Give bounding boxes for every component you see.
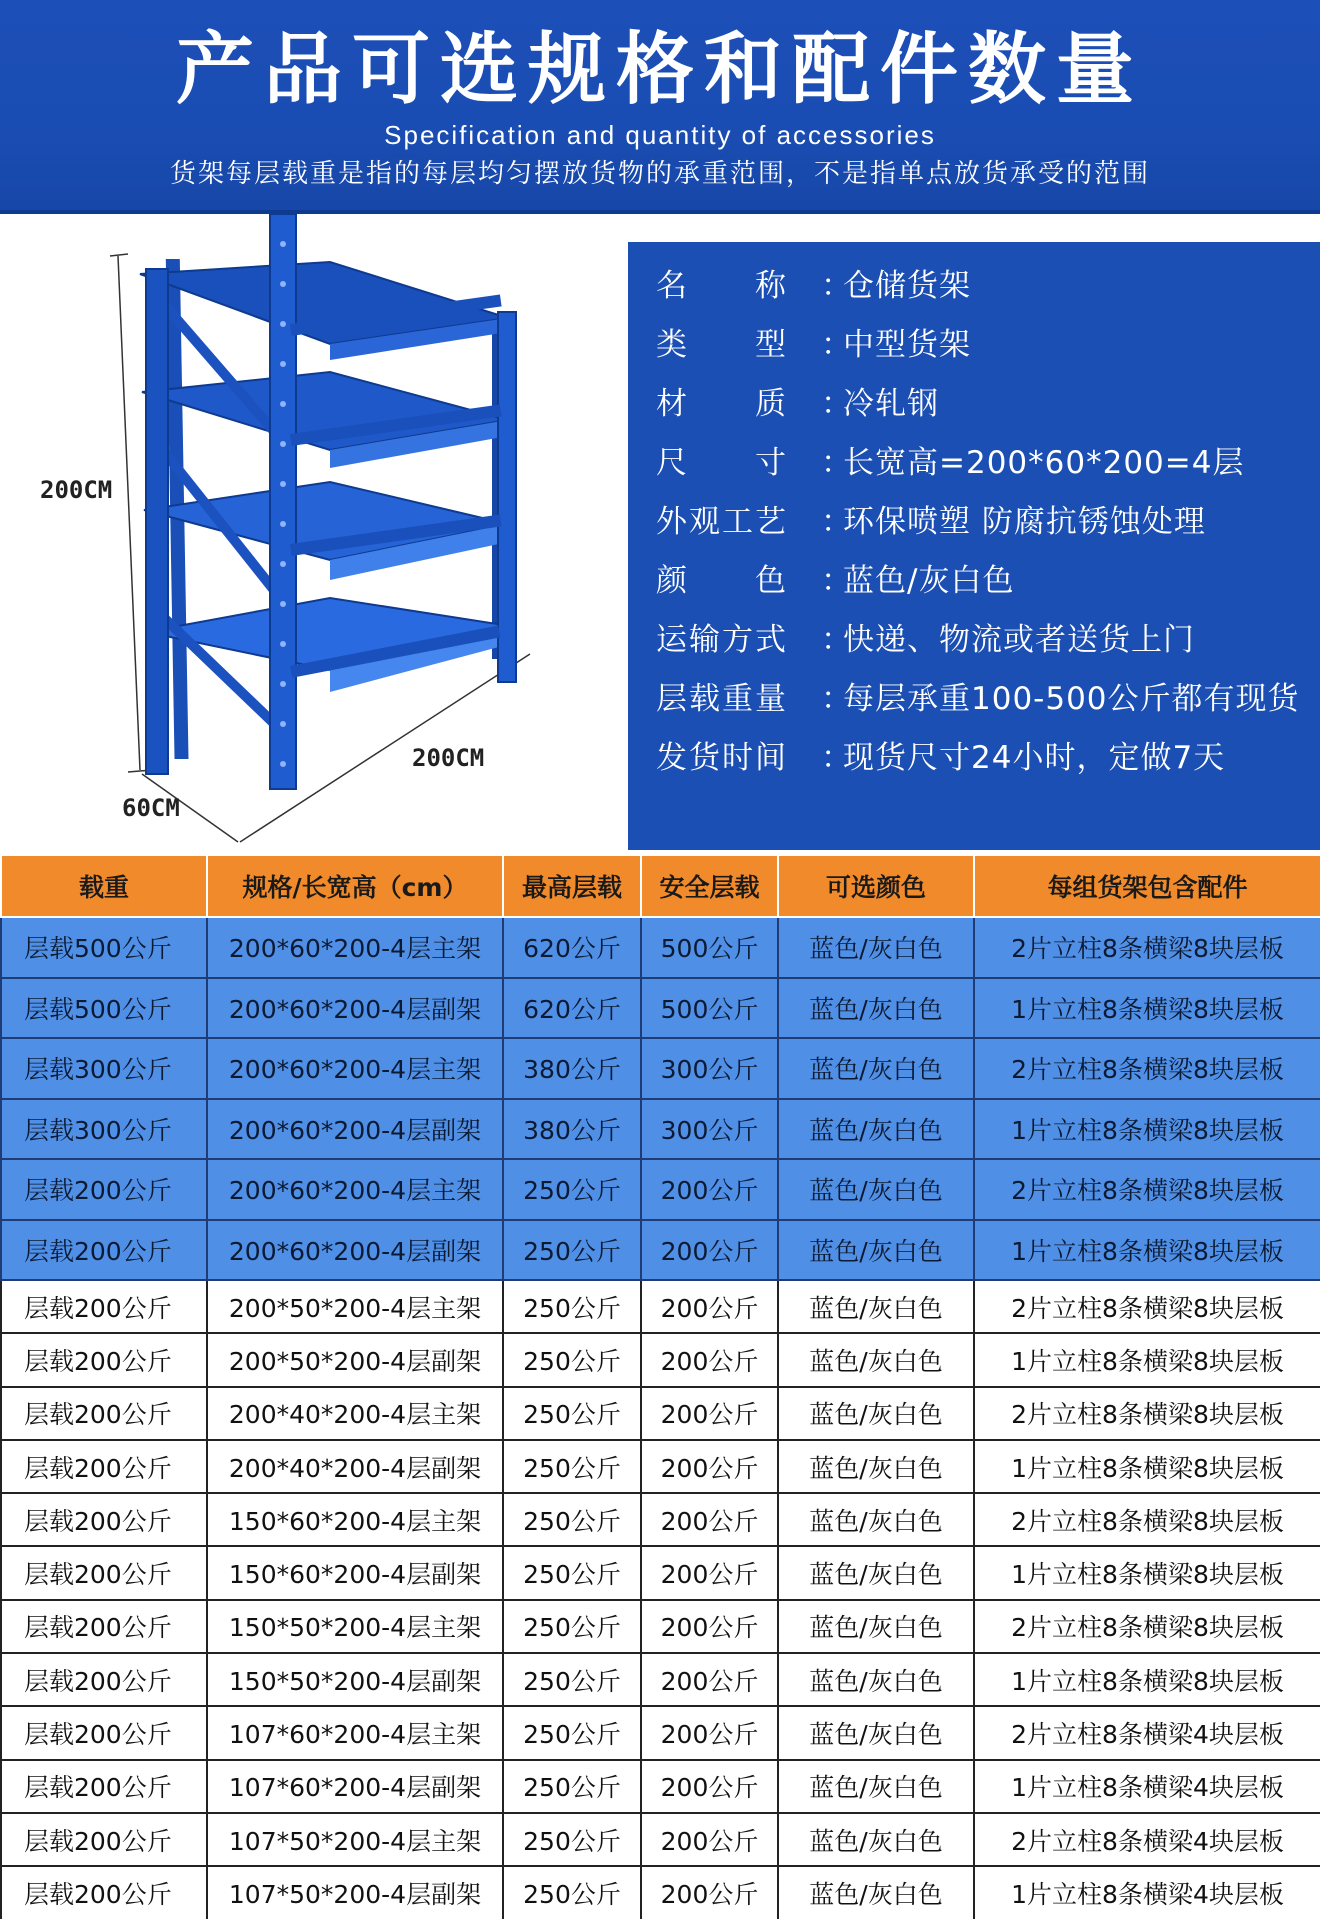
cell-color: 蓝色/灰白色 — [778, 1333, 974, 1386]
spec-value: 中型货架 — [843, 327, 971, 363]
table-row — [1, 1493, 1320, 1546]
spec-value: 现货尺寸24小时，定做7天 — [843, 740, 1226, 776]
spec-key: 名 称 — [656, 268, 788, 304]
page-title: 产品可选规格和配件数量 — [175, 25, 1144, 115]
cell-spec: 200*50*200-4层副架 — [207, 1333, 503, 1386]
spec-table-wrap — [0, 854, 1320, 1919]
spec-row-finish: 外观工艺 ：环保喷塑 防腐抗锈蚀处理 — [656, 496, 1316, 548]
cell-load: 层载200公斤 — [1, 1280, 207, 1333]
shelf-image — [30, 214, 590, 854]
cell-max-load: 250公斤 — [503, 1333, 641, 1386]
spec-key: 材 质 — [656, 386, 788, 422]
cell-spec: 200*60*200-4层主架 — [207, 917, 503, 978]
front-upright-left — [270, 214, 296, 789]
cell-accessories: 1片立柱8条横梁8块层板 — [974, 1333, 1320, 1386]
front-upright-right — [498, 312, 516, 682]
cell-accessories: 1片立柱8条横梁4块层板 — [974, 1760, 1320, 1813]
cell-spec: 200*50*200-4层主架 — [207, 1280, 503, 1333]
spec-row-shipping: 运输方式 ：快递、物流或者送货上门 — [656, 614, 1316, 666]
cell-safe-load: 300公斤 — [641, 1038, 778, 1099]
col-header-load: 载重 — [1, 855, 207, 917]
cell-accessories: 2片立柱8条横梁4块层板 — [974, 1706, 1320, 1759]
cell-load: 层载200公斤 — [1, 1866, 207, 1919]
spec-key: 层载重量 — [656, 681, 788, 717]
cell-load: 层载200公斤 — [1, 1760, 207, 1813]
cell-load: 层载200公斤 — [1, 1653, 207, 1706]
cell-color: 蓝色/灰白色 — [778, 1440, 974, 1493]
spec-key: 运输方式 — [656, 622, 788, 658]
product-area — [0, 214, 1320, 854]
spec-value: 仓储货架 — [843, 268, 971, 304]
cell-accessories: 1片立柱8条横梁8块层板 — [974, 978, 1320, 1039]
spec-value: 环保喷塑 防腐抗锈蚀处理 — [843, 504, 1206, 540]
cell-accessories: 1片立柱8条横梁8块层板 — [974, 1653, 1320, 1706]
table-row — [1, 1220, 1320, 1281]
cell-max-load: 620公斤 — [503, 978, 641, 1039]
cell-safe-load: 300公斤 — [641, 1099, 778, 1160]
table-row — [1, 1387, 1320, 1440]
cell-safe-load: 200公斤 — [641, 1280, 778, 1333]
cell-max-load: 380公斤 — [503, 1038, 641, 1099]
cell-max-load: 250公斤 — [503, 1280, 641, 1333]
cell-accessories: 2片立柱8条横梁8块层板 — [974, 1600, 1320, 1653]
spec-value: 蓝色/灰白色 — [843, 563, 1015, 599]
table-row — [1, 1333, 1320, 1386]
table-row — [1, 1440, 1320, 1493]
cell-color: 蓝色/灰白色 — [778, 1760, 974, 1813]
table-row — [1, 1600, 1320, 1653]
cell-load: 层载300公斤 — [1, 1038, 207, 1099]
cell-spec: 107*60*200-4层副架 — [207, 1760, 503, 1813]
cell-safe-load: 500公斤 — [641, 917, 778, 978]
cell-spec: 107*50*200-4层副架 — [207, 1866, 503, 1919]
table-row — [1, 978, 1320, 1039]
spec-row-load: 层载重量 ：每层承重100-500公斤都有现货 — [656, 673, 1316, 725]
cell-safe-load: 200公斤 — [641, 1760, 778, 1813]
cell-safe-load: 200公斤 — [641, 1600, 778, 1653]
cell-spec: 200*60*200-4层副架 — [207, 978, 503, 1039]
spec-table — [0, 854, 1320, 1919]
spec-value: 每层承重100-500公斤都有现货 — [843, 681, 1300, 717]
cell-safe-load: 200公斤 — [641, 1333, 778, 1386]
load-note: 货架每层载重是指的每层均匀摆放货物的承重范围，不是指单点放货承受的范围 — [169, 159, 1150, 189]
cell-max-load: 380公斤 — [503, 1099, 641, 1160]
col-header-spec: 规格/长宽高（cm） — [207, 855, 503, 917]
cell-spec: 200*60*200-4层主架 — [207, 1038, 503, 1099]
col-header-safe-load: 安全层载 — [641, 855, 778, 917]
width-label: 200CM — [412, 744, 485, 772]
header-banner — [0, 0, 1320, 214]
cell-accessories: 2片立柱8条横梁8块层板 — [974, 1038, 1320, 1099]
spec-row-color: 颜 色 ：蓝色/灰白色 — [656, 555, 1316, 607]
cell-spec: 150*50*200-4层副架 — [207, 1653, 503, 1706]
back-upright-left — [146, 269, 168, 774]
cell-max-load: 250公斤 — [503, 1760, 641, 1813]
col-header-max-load: 最高层载 — [503, 855, 641, 917]
cell-accessories: 2片立柱8条横梁8块层板 — [974, 1493, 1320, 1546]
cell-max-load: 620公斤 — [503, 917, 641, 978]
spec-value: 长宽高=200*60*200=4层 — [843, 445, 1245, 481]
cell-load: 层载200公斤 — [1, 1387, 207, 1440]
cell-safe-load: 200公斤 — [641, 1440, 778, 1493]
cell-spec: 200*60*200-4层主架 — [207, 1159, 503, 1220]
cell-color: 蓝色/灰白色 — [778, 1706, 974, 1759]
table-row — [1, 1813, 1320, 1866]
spec-panel — [628, 242, 1320, 850]
cell-max-load: 250公斤 — [503, 1546, 641, 1599]
height-label: 200CM — [40, 476, 113, 504]
cell-max-load: 250公斤 — [503, 1653, 641, 1706]
col-header-color: 可选颜色 — [778, 855, 974, 917]
cell-color: 蓝色/灰白色 — [778, 1653, 974, 1706]
cell-accessories: 1片立柱8条横梁4块层板 — [974, 1866, 1320, 1919]
spec-key: 类 型 — [656, 327, 788, 363]
cell-color: 蓝色/灰白色 — [778, 1493, 974, 1546]
cell-max-load: 250公斤 — [503, 1440, 641, 1493]
cell-spec: 200*40*200-4层副架 — [207, 1440, 503, 1493]
cell-color: 蓝色/灰白色 — [778, 1813, 974, 1866]
col-header-accessories: 每组货架包含配件 — [974, 855, 1320, 917]
cell-accessories: 2片立柱8条横梁8块层板 — [974, 1280, 1320, 1333]
table-row — [1, 1038, 1320, 1099]
page-subtitle: Specification and quantity of accessories — [384, 120, 936, 150]
table-row — [1, 1099, 1320, 1160]
cell-max-load: 250公斤 — [503, 1706, 641, 1759]
spec-key: 发货时间 — [656, 740, 788, 776]
cell-safe-load: 200公斤 — [641, 1706, 778, 1759]
cell-color: 蓝色/灰白色 — [778, 1546, 974, 1599]
cell-color: 蓝色/灰白色 — [778, 1387, 974, 1440]
cell-spec: 150*60*200-4层副架 — [207, 1546, 503, 1599]
cell-safe-load: 200公斤 — [641, 1546, 778, 1599]
table-row — [1, 1159, 1320, 1220]
cell-accessories: 2片立柱8条横梁8块层板 — [974, 1387, 1320, 1440]
cell-load: 层载300公斤 — [1, 1099, 207, 1160]
cell-accessories: 1片立柱8条横梁8块层板 — [974, 1546, 1320, 1599]
cell-accessories: 1片立柱8条横梁8块层板 — [974, 1220, 1320, 1281]
table-row — [1, 917, 1320, 978]
depth-label: 60CM — [122, 794, 180, 822]
cell-spec: 107*60*200-4层主架 — [207, 1706, 503, 1759]
cell-max-load: 250公斤 — [503, 1493, 641, 1546]
cell-color: 蓝色/灰白色 — [778, 1159, 974, 1220]
cell-load: 层载200公斤 — [1, 1333, 207, 1386]
cell-color: 蓝色/灰白色 — [778, 1600, 974, 1653]
cell-safe-load: 200公斤 — [641, 1493, 778, 1546]
spec-row-material: 材 质 ：冷轧钢 — [656, 378, 1316, 430]
cell-safe-load: 200公斤 — [641, 1220, 778, 1281]
cell-safe-load: 200公斤 — [641, 1866, 778, 1919]
cell-max-load: 250公斤 — [503, 1813, 641, 1866]
cell-color: 蓝色/灰白色 — [778, 1866, 974, 1919]
spec-row-name: 名 称 ：仓储货架 — [656, 260, 1316, 312]
cell-load: 层载500公斤 — [1, 917, 207, 978]
cell-accessories: 2片立柱8条横梁8块层板 — [974, 917, 1320, 978]
cell-max-load: 250公斤 — [503, 1159, 641, 1220]
table-row — [1, 1706, 1320, 1759]
spec-row-delivery: 发货时间 ：现货尺寸24小时，定做7天 — [656, 732, 1316, 784]
table-row — [1, 1546, 1320, 1599]
cell-spec: 200*60*200-4层副架 — [207, 1099, 503, 1160]
table-header-row — [1, 855, 1320, 917]
cell-spec: 150*50*200-4层主架 — [207, 1600, 503, 1653]
table-row — [1, 1280, 1320, 1333]
height-dim-line — [118, 256, 140, 770]
cell-safe-load: 200公斤 — [641, 1813, 778, 1866]
cell-load: 层载200公斤 — [1, 1546, 207, 1599]
cell-spec: 107*50*200-4层主架 — [207, 1813, 503, 1866]
cell-load: 层载200公斤 — [1, 1706, 207, 1759]
table-row — [1, 1760, 1320, 1813]
cell-load: 层载200公斤 — [1, 1493, 207, 1546]
cell-safe-load: 200公斤 — [641, 1653, 778, 1706]
cell-color: 蓝色/灰白色 — [778, 978, 974, 1039]
cell-safe-load: 500公斤 — [641, 978, 778, 1039]
cell-max-load: 250公斤 — [503, 1387, 641, 1440]
cell-load: 层载200公斤 — [1, 1440, 207, 1493]
cell-spec: 200*60*200-4层副架 — [207, 1220, 503, 1281]
table-row — [1, 1653, 1320, 1706]
cell-color: 蓝色/灰白色 — [778, 1280, 974, 1333]
table-row — [1, 1866, 1320, 1919]
cell-load: 层载500公斤 — [1, 978, 207, 1039]
spec-key: 尺 寸 — [656, 445, 788, 481]
cell-accessories: 1片立柱8条横梁8块层板 — [974, 1440, 1320, 1493]
cell-spec: 200*40*200-4层主架 — [207, 1387, 503, 1440]
cell-max-load: 250公斤 — [503, 1866, 641, 1919]
cell-accessories: 1片立柱8条横梁8块层板 — [974, 1099, 1320, 1160]
cell-max-load: 250公斤 — [503, 1600, 641, 1653]
cell-spec: 150*60*200-4层主架 — [207, 1493, 503, 1546]
cell-load: 层载200公斤 — [1, 1220, 207, 1281]
spec-row-size: 尺 寸 ：长宽高=200*60*200=4层 — [656, 437, 1316, 489]
spec-row-type: 类 型 ：中型货架 — [656, 319, 1316, 371]
cell-accessories: 2片立柱8条横梁4块层板 — [974, 1813, 1320, 1866]
cell-max-load: 250公斤 — [503, 1220, 641, 1281]
spec-key: 颜 色 — [656, 563, 788, 599]
spec-value: 冷轧钢 — [843, 386, 939, 422]
shelf-illustration — [30, 214, 590, 854]
spec-key: 外观工艺 — [656, 504, 788, 540]
cell-accessories: 2片立柱8条横梁8块层板 — [974, 1159, 1320, 1220]
cell-load: 层载200公斤 — [1, 1159, 207, 1220]
cell-color: 蓝色/灰白色 — [778, 917, 974, 978]
cell-color: 蓝色/灰白色 — [778, 1038, 974, 1099]
cell-safe-load: 200公斤 — [641, 1159, 778, 1220]
cell-load: 层载200公斤 — [1, 1600, 207, 1653]
cell-load: 层载200公斤 — [1, 1813, 207, 1866]
cell-color: 蓝色/灰白色 — [778, 1099, 974, 1160]
cell-color: 蓝色/灰白色 — [778, 1220, 974, 1281]
cell-safe-load: 200公斤 — [641, 1387, 778, 1440]
spec-value: 快递、物流或者送货上门 — [843, 622, 1195, 658]
